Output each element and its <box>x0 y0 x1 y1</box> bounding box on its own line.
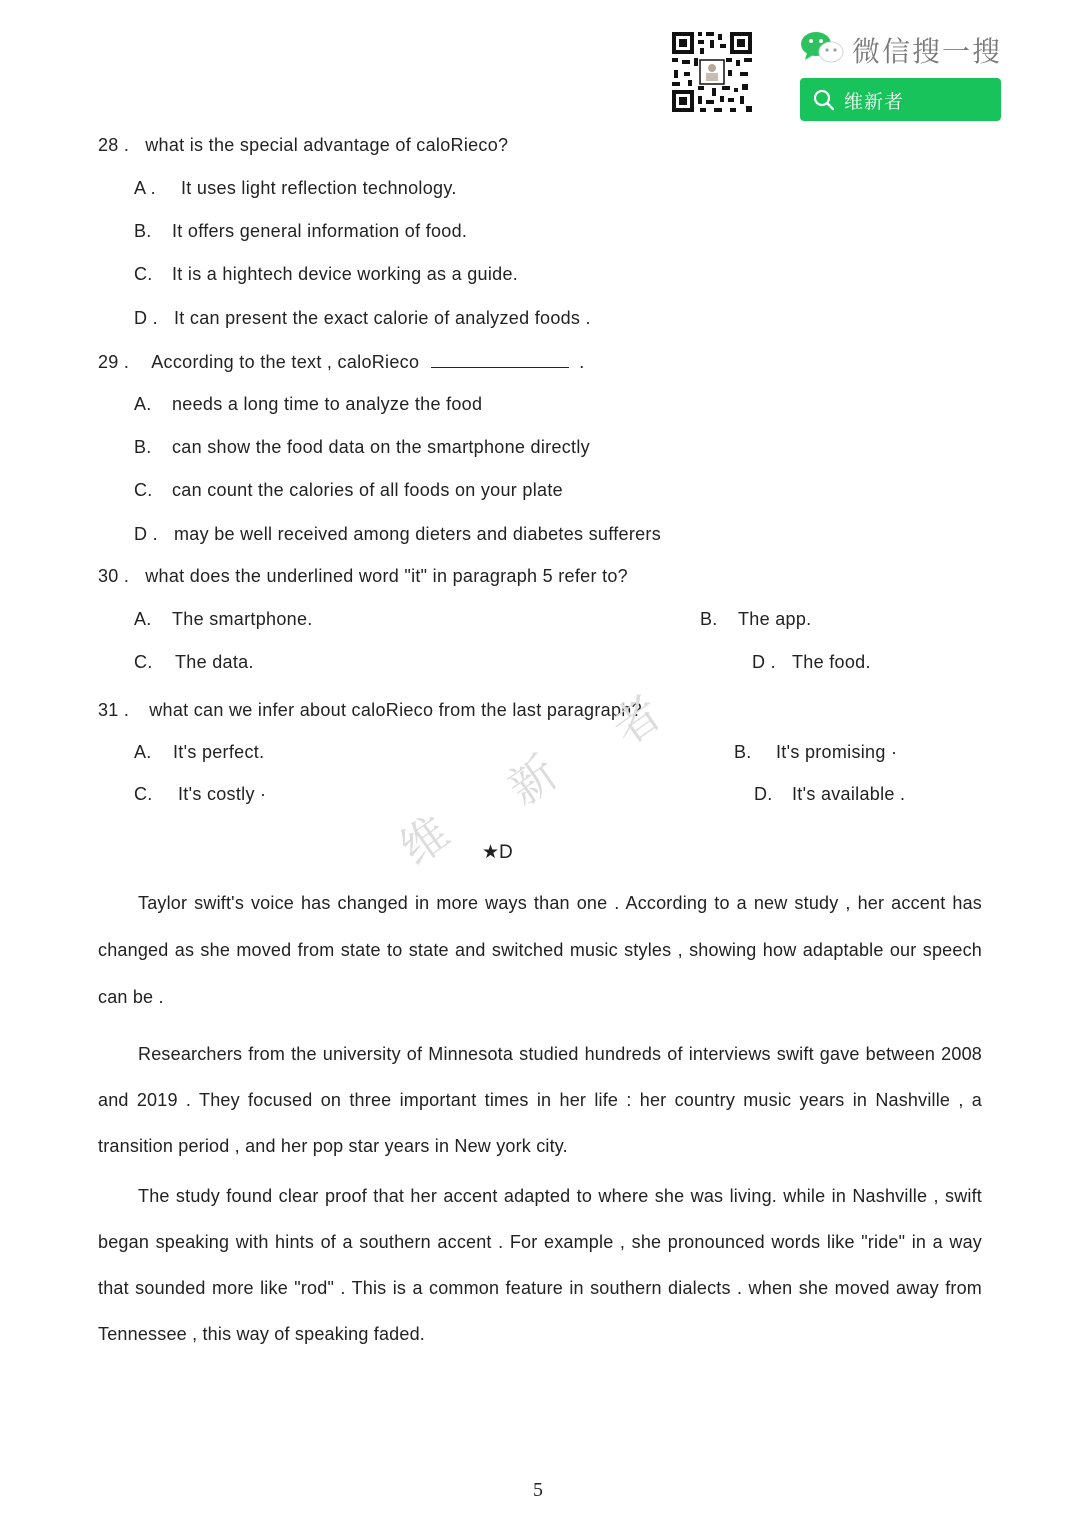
option-letter: D. <box>754 784 773 804</box>
option-letter: B. <box>134 437 152 457</box>
watermark-char: 者 <box>602 685 672 756</box>
option <box>754 784 905 805</box>
option-text: It is a hightech device working as a guide. <box>172 264 519 284</box>
option <box>134 480 563 501</box>
section-title: ★D <box>482 842 513 863</box>
option-text: It's promising · <box>776 742 898 762</box>
question-text: what does the underlined word "it" in paragraph 5 refer to? <box>145 566 628 586</box>
question-text: what can we infer about caloRieco from the last paragraph? <box>149 700 642 720</box>
option-letter: B. <box>700 609 718 629</box>
option <box>134 178 457 199</box>
option-text: The data. <box>175 652 254 672</box>
option-text: can count the calories of all foods on your plate <box>172 480 563 500</box>
search-button[interactable] <box>800 78 1001 121</box>
watermark-char: 维 <box>390 805 460 876</box>
search-icon <box>812 88 836 112</box>
option <box>134 221 467 242</box>
answer-blank <box>431 351 569 368</box>
option-text: It uses light reflection technology. <box>181 178 457 198</box>
option-letter: A . <box>134 178 156 198</box>
question-number: 31 . <box>98 700 130 720</box>
option-text: The food. <box>792 652 871 672</box>
option-letter: B. <box>734 742 752 762</box>
option-text: It's perfect. <box>173 742 265 762</box>
option <box>134 264 518 285</box>
passage-paragraph: The study found clear proof that her accent adapted to where she was living. while in Nashville , swift began speaking with hints of a southern accent . For example , she pronounced words like "ride" in a way that sounded more like "rod" . This is a common feature in southern dialects . when she moved away from Tennessee , this way of speaking faded. <box>98 1186 982 1344</box>
option-text: The smartphone. <box>172 609 313 629</box>
option-letter: B. <box>134 221 152 241</box>
search-button-label: 维新者 <box>844 92 905 113</box>
page-number: 5 <box>533 1479 543 1501</box>
wechat-icon <box>800 30 844 64</box>
question-number: 29 . <box>98 352 130 372</box>
question-stem <box>98 351 585 373</box>
brand-name: 微信搜一搜 <box>852 36 1003 67</box>
option <box>734 742 897 763</box>
option <box>134 784 266 805</box>
option <box>134 524 661 545</box>
option-letter: C. <box>134 784 153 804</box>
passage-paragraph: Taylor swift's voice has changed in more ways than one . According to a new study , her accent has changed as she moved from state to state and switched music styles , showing how adaptable our speech can be . <box>98 893 982 1007</box>
option-text: It offers general information of food. <box>172 221 468 241</box>
option <box>700 609 811 630</box>
option-letter: C. <box>134 480 153 500</box>
question-number: 28 . <box>98 135 130 155</box>
question-stem <box>98 566 628 587</box>
option-text: It can present the exact calorie of analyzed foods . <box>174 308 591 328</box>
question-text: what is the special advantage of caloRieco? <box>145 135 509 155</box>
option <box>134 652 254 673</box>
option-text: It's costly · <box>178 784 267 804</box>
option-letter: A. <box>134 742 152 762</box>
option-text: can show the food data on the smartphone directly <box>172 437 590 457</box>
option-text: may be well received among dieters and diabetes sufferers <box>174 524 662 544</box>
watermark-char: 新 <box>498 745 568 816</box>
option <box>134 742 264 763</box>
option-text: The app. <box>738 609 812 629</box>
option <box>134 394 482 415</box>
question-number: 30 . <box>98 566 130 586</box>
option-letter: D . <box>134 308 158 328</box>
option-letter: C. <box>134 652 153 672</box>
passage-paragraph: Researchers from the university of Minnesota studied hundreds of interviews swift gave between 2008 and 2019 . They focused on three important times in her life : her country music years in Nashville , a transition period , and her pop star years in New york city. <box>98 1044 982 1156</box>
option <box>134 609 313 630</box>
option-letter: A. <box>134 609 152 629</box>
question-end: . <box>579 352 585 372</box>
question-text: According to the text , caloRieco <box>151 352 420 372</box>
option-letter: C. <box>134 264 153 284</box>
option <box>134 437 590 458</box>
option <box>752 652 871 673</box>
qr-code-icon <box>670 30 754 114</box>
option-text: It's available . <box>792 784 906 804</box>
option-letter: D . <box>134 524 158 544</box>
option <box>134 308 591 329</box>
question-stem <box>98 700 642 721</box>
question-stem <box>98 135 508 156</box>
option-text: needs a long time to analyze the food <box>172 394 483 414</box>
option-letter: A. <box>134 394 152 414</box>
option-letter: D . <box>752 652 776 672</box>
